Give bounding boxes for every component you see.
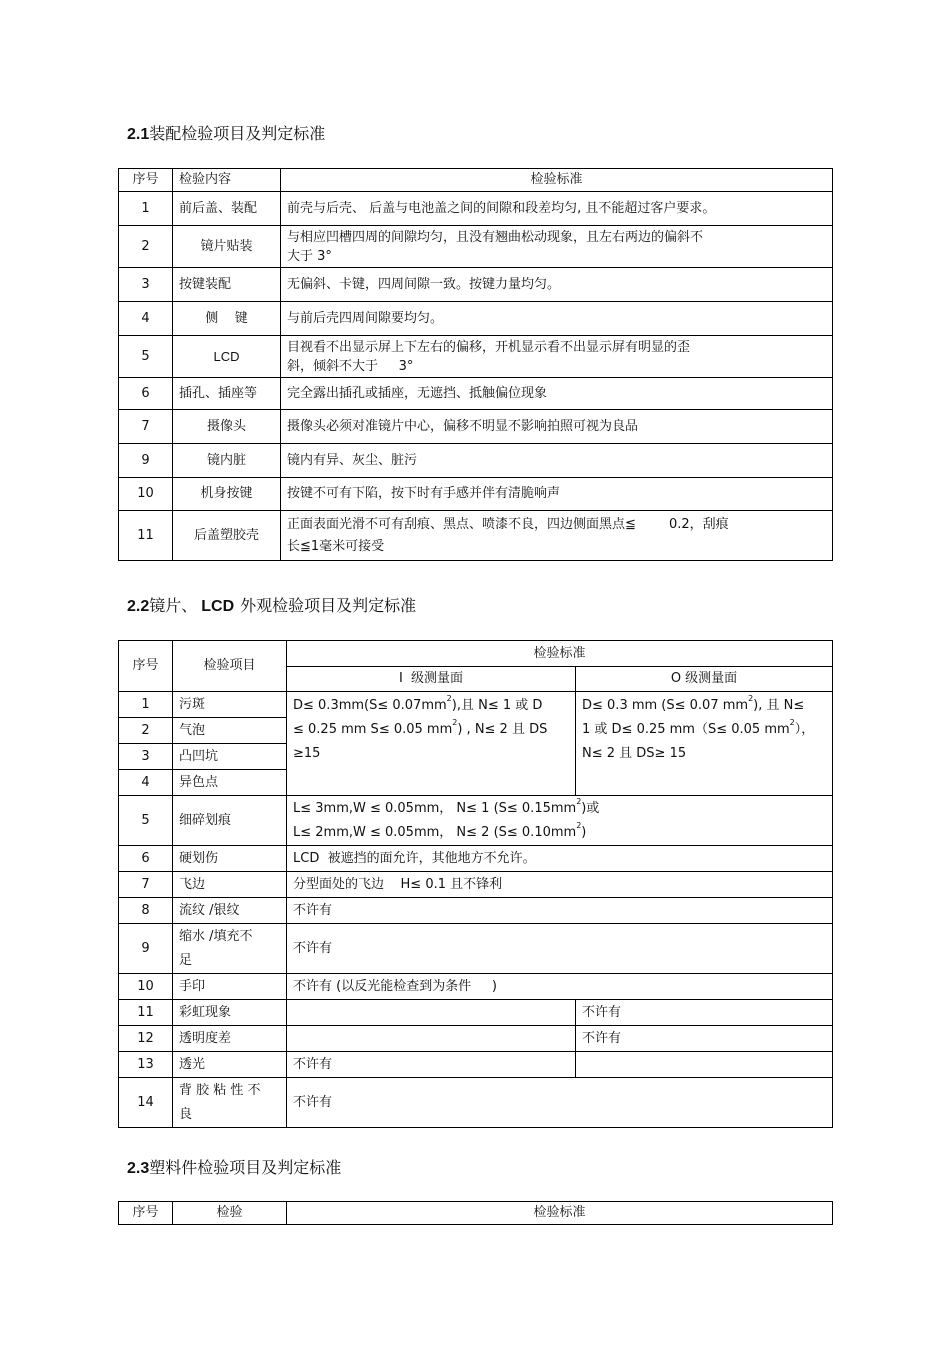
table-header-row xyxy=(119,169,833,192)
row-content: 机身按键 xyxy=(173,478,281,511)
row-standard: 分型面处的飞边 H≤ 0.1 且不锋利 xyxy=(287,872,833,898)
row-standard: 按键不可有下陷，按下时有手感并伴有清脆响声 xyxy=(281,478,833,511)
table-row xyxy=(119,1000,833,1026)
table-header-row xyxy=(119,641,833,667)
std-text: L≤ 2mm,W ≤ 0.05mm， N≤ 2 (S≤ 0.10mm xyxy=(293,824,577,840)
section-3-number: 2.3 xyxy=(127,1160,150,1177)
row-content: 按键装配 xyxy=(173,268,281,302)
row-no: 11 xyxy=(119,1000,173,1026)
row-item: 细碎划痕 xyxy=(173,796,287,846)
row-no: 1 xyxy=(119,692,173,718)
row-grade-o xyxy=(576,1052,833,1078)
superscript: 2 xyxy=(446,694,452,703)
row-standard: 完全露出插孔或插座，无遮挡、抵触偏位现象 xyxy=(281,378,833,410)
row-standard: 不许有 (以反光能检查到为条件 ) xyxy=(287,974,833,1000)
row-grade-o: 不许有 xyxy=(576,1026,833,1052)
table-row xyxy=(119,336,833,378)
row-grade-i xyxy=(287,1026,576,1052)
row-standard: 不许有 xyxy=(287,1078,833,1128)
std-text: ）， xyxy=(794,722,815,737)
row-grade-o: 不许有 xyxy=(576,1000,833,1026)
header-grade-o: O 级测量面 xyxy=(576,667,833,692)
row-item: 透明度差 xyxy=(173,1026,287,1052)
table-row xyxy=(119,268,833,302)
row-no: 1 xyxy=(119,192,173,226)
section-3-title xyxy=(127,1155,341,1178)
row-item: 污斑 xyxy=(173,692,287,718)
row-no: 8 xyxy=(119,898,173,924)
row-item-line: 背 胶 粘 性 不 xyxy=(179,1082,261,1098)
row-no: 10 xyxy=(119,974,173,1000)
row-content: 插孔、插座等 xyxy=(173,378,281,410)
row-standard xyxy=(281,511,833,561)
std-text: )或 xyxy=(581,800,600,816)
table-row xyxy=(119,1078,833,1128)
table-row xyxy=(119,410,833,444)
std-text: ),且 N≤ 1 或 D xyxy=(451,698,543,713)
std-text: ), 且 N≤ xyxy=(753,698,805,713)
section-2-title-a: 镜片、 xyxy=(149,596,198,615)
table-row xyxy=(119,872,833,898)
section-1-title-text: 装配检验项目及判定标准 xyxy=(149,124,326,143)
row-grade-i xyxy=(287,1000,576,1026)
table-row xyxy=(119,302,833,336)
section-2-title-c: 外观检验项目及判定标准 xyxy=(240,596,417,615)
row-item: 气泡 xyxy=(173,718,287,744)
row-item-line: 足 xyxy=(179,952,193,968)
row-item xyxy=(173,924,287,974)
table-row xyxy=(119,974,833,1000)
row-no: 6 xyxy=(119,378,173,410)
row-content: 侧 键 xyxy=(173,302,281,336)
table-row xyxy=(119,924,833,974)
table-row xyxy=(119,1026,833,1052)
row-standard: 摄像头必须对准镜片中心，偏移不明显不影响拍照可视为良品 xyxy=(281,410,833,444)
row-standard-line: 长≦1毫米可接受 xyxy=(287,538,385,554)
std-text: 1 或 D≤ 0.25 mm（S≤ 0.05 mm xyxy=(582,722,790,737)
std-text: L≤ 3mm,W ≤ 0.05mm， N≤ 1 (S≤ 0.15mm xyxy=(293,800,577,816)
superscript: 2 xyxy=(452,718,458,727)
row-no: 9 xyxy=(119,924,173,974)
row-standard xyxy=(281,336,833,378)
group-grade-i-standard xyxy=(287,692,576,796)
std-text: ) , N≤ 2 且 DS xyxy=(457,722,548,737)
row-content: LCD xyxy=(173,336,281,378)
superscript: 2 xyxy=(748,694,754,703)
table-row xyxy=(119,846,833,872)
row-standard: 镜内有异、灰尘、脏污 xyxy=(281,444,833,478)
section-1-number: 2.1 xyxy=(127,126,150,143)
row-content: 摄像头 xyxy=(173,410,281,444)
header-standard: 检验标准 xyxy=(281,169,833,192)
row-item: 飞边 xyxy=(173,872,287,898)
header-no: 序号 xyxy=(119,169,173,192)
std-text: ) xyxy=(581,824,587,840)
table-header-row xyxy=(119,1202,833,1225)
header-content: 检验内容 xyxy=(173,169,281,192)
plastic-inspection-table xyxy=(118,1201,833,1225)
row-no: 10 xyxy=(119,478,173,511)
table-row xyxy=(119,226,833,268)
row-standard-line: 与相应凹槽四周的间隙均匀，且没有翘曲松动现象，且左右两边的偏斜不 xyxy=(287,229,704,245)
std-text: ≥15 xyxy=(293,746,321,761)
row-content: 后盖塑胶壳 xyxy=(173,511,281,561)
table-row xyxy=(119,378,833,410)
header-item: 检验项目 xyxy=(173,641,287,692)
std-text: D≤ 0.3 mm (S≤ 0.07 mm xyxy=(582,698,749,713)
row-no: 9 xyxy=(119,444,173,478)
table-row xyxy=(119,692,833,718)
row-standard: 无偏斜、卡键，四周间隙一致。按键力量均匀。 xyxy=(281,268,833,302)
section-3-title-text: 塑料件检验项目及判定标准 xyxy=(149,1158,342,1177)
std-text: N≤ 2 且 DS≥ 15 xyxy=(582,746,687,761)
row-content: 前后盖、装配 xyxy=(173,192,281,226)
row-item xyxy=(173,1078,287,1128)
section-2-title-b: LCD xyxy=(201,598,235,615)
assembly-inspection-table xyxy=(118,168,833,561)
row-no: 11 xyxy=(119,511,173,561)
row-item: 硬划伤 xyxy=(173,846,287,872)
row-item: 透光 xyxy=(173,1052,287,1078)
section-1-title xyxy=(127,121,325,144)
row-standard xyxy=(287,796,833,846)
row-standard-line: 大于 3° xyxy=(287,248,332,264)
row-no: 14 xyxy=(119,1078,173,1128)
superscript: 2 xyxy=(576,796,582,806)
row-item: 彩虹现象 xyxy=(173,1000,287,1026)
row-item-line: 缩水 /填充不 xyxy=(179,928,253,944)
row-no: 7 xyxy=(119,410,173,444)
row-no: 4 xyxy=(119,302,173,336)
section-2-title xyxy=(127,593,416,616)
row-no: 13 xyxy=(119,1052,173,1078)
row-no: 4 xyxy=(119,770,173,796)
row-no: 2 xyxy=(119,718,173,744)
row-content: 镜片贴装 xyxy=(173,226,281,268)
row-no: 6 xyxy=(119,846,173,872)
table-row xyxy=(119,1052,833,1078)
row-standard-line: 斜，倾斜不大于 3° xyxy=(287,358,414,374)
table-row xyxy=(119,796,833,846)
row-item: 手印 xyxy=(173,974,287,1000)
header-no: 序号 xyxy=(119,1202,173,1225)
table-row xyxy=(119,898,833,924)
header-grade-i: I 级测量面 xyxy=(287,667,576,692)
row-standard-line: 目视看不出显示屏上下左右的偏移，开机显示看不出显示屏有明显的歪 xyxy=(287,339,691,355)
row-standard: 不许有 xyxy=(287,924,833,974)
row-no: 7 xyxy=(119,872,173,898)
header-no: 序号 xyxy=(119,641,173,692)
row-item: 异色点 xyxy=(173,770,287,796)
row-grade-i: 不许有 xyxy=(287,1052,576,1078)
superscript: 2 xyxy=(576,820,582,830)
section-2-number: 2.2 xyxy=(127,598,150,615)
row-no: 5 xyxy=(119,796,173,846)
row-standard: 前壳与后壳、 后盖与电池盖之间的间隙和段差均匀, 且不能超过客户要求。 xyxy=(281,192,833,226)
row-no: 5 xyxy=(119,336,173,378)
superscript: 2 xyxy=(789,718,795,727)
row-no: 2 xyxy=(119,226,173,268)
group-grade-o-standard xyxy=(576,692,833,796)
row-no: 3 xyxy=(119,268,173,302)
header-item: 检验 xyxy=(173,1202,287,1225)
row-standard-line: 正面表面光滑不可有刮痕、黑点、喷漆不良，四边侧面黑点≦ 0.2，刮痕 xyxy=(287,516,729,532)
row-item: 凸凹坑 xyxy=(173,744,287,770)
table-row xyxy=(119,444,833,478)
table-row xyxy=(119,478,833,511)
row-standard: LCD 被遮挡的面允许，其他地方不允许。 xyxy=(287,846,833,872)
header-standard: 检验标准 xyxy=(287,641,833,667)
appearance-inspection-table xyxy=(118,640,833,1128)
row-item: 流纹 /银纹 xyxy=(173,898,287,924)
table-row xyxy=(119,192,833,226)
row-no: 3 xyxy=(119,744,173,770)
row-item-line: 良 xyxy=(179,1106,193,1122)
std-text: D≤ 0.3mm(S≤ 0.07mm xyxy=(293,698,447,713)
std-text: ≤ 0.25 mm S≤ 0.05 mm xyxy=(293,722,453,737)
row-content: 镜内脏 xyxy=(173,444,281,478)
header-standard: 检验标准 xyxy=(287,1202,833,1225)
row-standard: 不许有 xyxy=(287,898,833,924)
table-row xyxy=(119,511,833,561)
row-standard: 与前后壳四周间隙要均匀。 xyxy=(281,302,833,336)
row-no: 12 xyxy=(119,1026,173,1052)
row-standard xyxy=(281,226,833,268)
